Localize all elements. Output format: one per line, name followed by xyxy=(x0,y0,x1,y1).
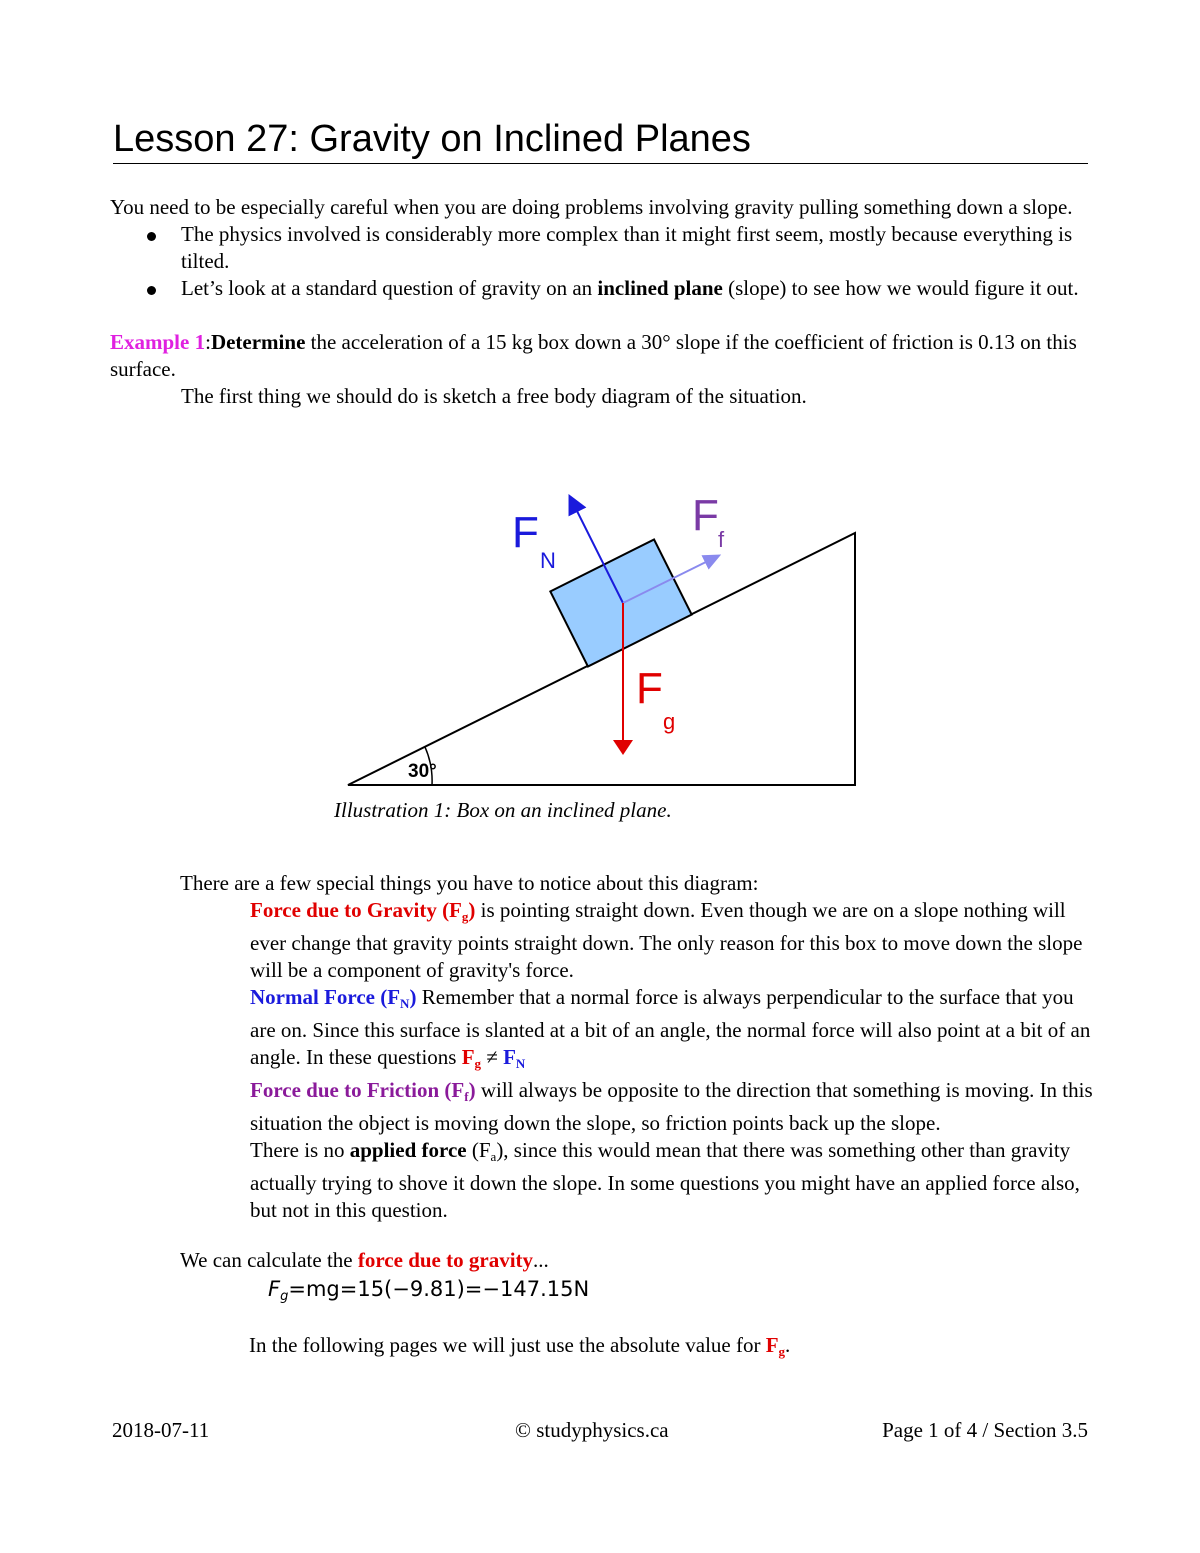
intro-paragraph: You need to be especially careful when you are doing problems involving gravity pulling something down a slope. xyxy=(110,195,1073,219)
abs-fg: $F_g$ xyxy=(765,1333,786,1359)
gravity-calc-intro: We can calculate the force due to gravity... xyxy=(180,1248,549,1272)
fn-label: F xyxy=(512,508,539,557)
force-due-to-gravity-term: force due to gravity xyxy=(357,1248,534,1272)
gravity-label: Force due to Gravity $(F_g)$ xyxy=(250,898,476,924)
normal-text: Remember that a normal force is always perpendicular to the surface that you are on. Since this surface is slanted at a bit of an angle, the normal force will also point at a bit of an angle. In these questions xyxy=(250,985,1091,1069)
sketch-instruction: The first thing we should do is sketch a free body diagram of the situation. xyxy=(181,384,807,408)
example-colon: : xyxy=(205,330,211,354)
ff-label: F xyxy=(692,491,719,540)
diagram-notes xyxy=(180,870,1095,1224)
applied-text: ), since this would mean that there was something other than gravity actually trying to shove it down the slope. In some questions you might have an applied force also, but not in this question. xyxy=(250,1138,1080,1222)
notes-lead: There are a few special things you have to notice about this diagram: xyxy=(180,871,759,895)
neq-symbol: ≠ xyxy=(481,1045,504,1069)
bullet-icon xyxy=(147,232,156,241)
footer-date: 2018-07-11 xyxy=(112,1418,210,1442)
inclined-plane-term: inclined plane xyxy=(597,276,723,300)
neq-fn: $F_N$ xyxy=(503,1045,526,1071)
fn-label-sub: N xyxy=(540,548,556,573)
normal-label: Normal Force $(F_N)$ xyxy=(250,985,417,1011)
note-gravity xyxy=(250,897,1095,984)
absolute-value-note: In the following pages we will just use the absolute value for $F_g$. xyxy=(249,1333,791,1359)
example-label: Example 1 xyxy=(110,330,206,354)
inclined-plane-diagram xyxy=(340,485,865,795)
angle-label: 30° xyxy=(408,761,437,782)
friction-label: Force due to Friction $(F_f)$ xyxy=(250,1078,476,1104)
example-question xyxy=(110,329,1095,383)
note-normal xyxy=(250,984,1095,1077)
example-question-text: the acceleration of a 15 kg box down a 30° slope if the coefficient of friction is 0.13 on this surface. xyxy=(110,330,1077,381)
intro-section xyxy=(110,194,1095,410)
applied-force-term: applied force xyxy=(349,1138,467,1162)
footer-site: © studyphysics.ca xyxy=(515,1418,669,1442)
ff-label-sub: f xyxy=(718,527,725,552)
neq-fg: $F_g$ xyxy=(461,1045,482,1071)
footer-page-number: Page 1 of 4 / Section 3.5 xyxy=(882,1418,1088,1442)
gravity-formula: Fg=mg=15(−9.81)=−147.15N xyxy=(268,1277,590,1304)
gravity-text: is pointing straight down. Even though we are on a slope nothing will ever change that gravity points straight down. The only reason for this box to move down the slope will be a component of gravity's force. xyxy=(250,898,1083,982)
fg-label-sub: g xyxy=(663,709,676,734)
bullet-item xyxy=(110,221,1095,275)
note-applied: There is no applied force $(F_a)$, since this would mean that there was something other than gravity actually trying to shove it down the slope. In some questions you might have an applied force also, but not in this question. xyxy=(250,1138,1080,1222)
fg-label: F xyxy=(636,664,663,713)
bullet-icon xyxy=(147,286,156,295)
page-title: Lesson 27: Gravity on Inclined Planes xyxy=(113,116,1088,164)
friction-text: will always be opposite to the direction that something is moving. In this situation the object is moving down the slope, so friction points back up the slope. xyxy=(250,1078,1093,1135)
notes-list xyxy=(180,897,1095,1224)
figure-caption: Illustration 1: Box on an inclined plane. xyxy=(334,798,672,822)
bullet-text: The physics involved is considerably more complex than it might first seem, mostly because everything is tilted. xyxy=(181,222,1073,273)
note-friction xyxy=(250,1077,1095,1137)
bullet-item xyxy=(110,275,1095,302)
intro-bullets xyxy=(110,221,1095,302)
bullet-text-post: (slope) to see how we would figure it out. xyxy=(722,276,1079,300)
bullet-text-pre: Let’s look at a standard question of gravity on an xyxy=(181,276,598,300)
determine-word: Determine xyxy=(210,330,306,354)
